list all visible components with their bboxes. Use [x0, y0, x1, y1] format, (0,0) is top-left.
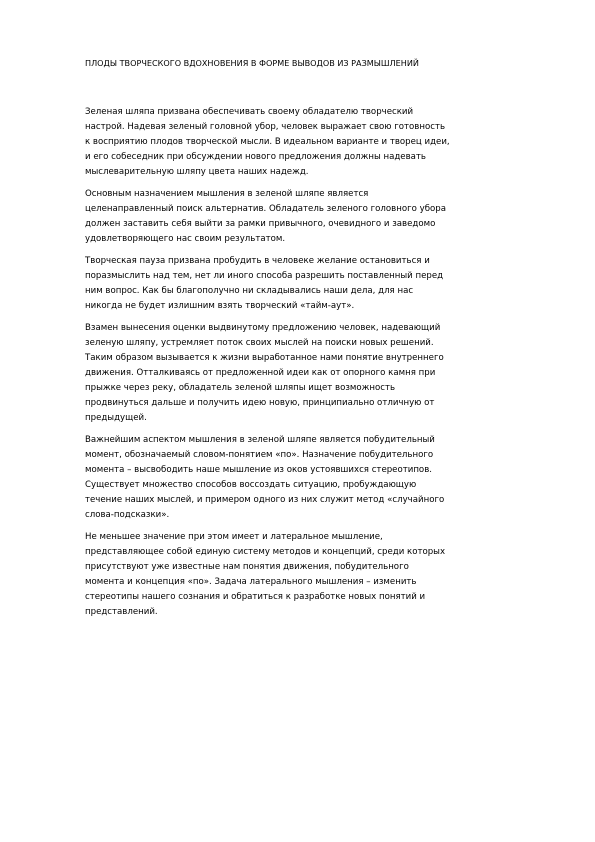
paragraph-line: никогда не будет излишним взять творческий «тайм-аут». — [85, 301, 355, 311]
paragraph-line: момента – высвободить наше мышление из оков устоявшихся стереотипов. — [85, 465, 432, 475]
paragraph-line: присутствуют уже известные нам понятия движения, побудительного — [85, 562, 409, 572]
paragraph-line: должен заставить себя выйти за рамки привычного, очевидного и заведомо — [85, 219, 436, 229]
paragraph-line: движения. Отталкиваясь от предложенной идеи как от опорного камня при — [85, 368, 436, 378]
paragraph-line: момента и концепция «по». Задача латерального мышления – изменить — [85, 577, 417, 587]
paragraph — [85, 254, 555, 314]
document-body — [85, 105, 555, 627]
paragraph-line: Основным назначением мышления в зеленой шляпе является — [85, 189, 369, 199]
paragraph — [85, 321, 555, 426]
paragraph-line: поразмыслить над тем, нет ли иного способа разрешить поставленный перед — [85, 271, 444, 281]
paragraph-line: представляющее собой единую систему методов и концепций, среди которых — [85, 547, 446, 557]
paragraph — [85, 187, 555, 247]
paragraph-line: стереотипы нашего сознания и обратиться к разработке новых понятий и — [85, 592, 426, 602]
paragraph-line: предыдущей. — [85, 413, 147, 423]
paragraph — [85, 530, 555, 620]
paragraph-line: продвинуться дальше и получить идею новую, принципиально отличную от — [85, 398, 435, 408]
paragraph-line: слова-подсказки». — [85, 510, 170, 520]
paragraph-line: ним вопрос. Как бы благополучно ни складывались наши дела, для нас — [85, 286, 414, 296]
paragraph-line: Зеленая шляпа призвана обеспечивать своему обладателю творческий — [85, 107, 414, 117]
page-title: ПЛОДЫ ТВОРЧЕСКОГО ВДОХНОВЕНИЯ В ФОРМЕ ВЫВОДОВ ИЗ РАЗМЫШЛЕНИЙ — [85, 58, 419, 68]
paragraph-line: Таким образом вызывается к жизни выработанное нами понятие внутреннего — [85, 353, 444, 363]
paragraph — [85, 433, 555, 523]
paragraph — [85, 105, 555, 180]
paragraph-line: и его собеседник при обсуждении нового предложения должны надевать — [85, 152, 426, 162]
paragraph-line: момент, обозначаемый словом-понятием «по». Назначение побудительного — [85, 450, 434, 460]
paragraph-line: мыслеварительную шляпу цвета наших надежд. — [85, 167, 309, 177]
paragraph-line: прыжке через реку, обладатель зеленой шляпы ищет возможность — [85, 383, 396, 393]
paragraph-line: Важнейшим аспектом мышления в зеленой шляпе является побудительный — [85, 435, 435, 445]
paragraph-line: зеленую шляпу, устремляет поток своих мыслей на поиски новых решений. — [85, 338, 434, 348]
paragraph-line: представлений. — [85, 607, 158, 617]
paragraph-line: Взамен вынесения оценки выдвинутому предложению человек, надевающий — [85, 323, 441, 333]
paragraph-line: течение наших мыслей, и примером одного из них служит метод «случайного — [85, 495, 445, 505]
paragraph-line: к восприятию плодов творческой мысли. В идеальном варианте и творец идеи, — [85, 137, 450, 147]
paragraph-line: Творческая пауза призвана пробудить в человеке желание остановиться и — [85, 256, 430, 266]
paragraph-line: настрой. Надевая зеленый головной убор, человек выражает свою готовность — [85, 122, 446, 132]
paragraph-line: Не меньшее значение при этом имеет и латеральное мышление, — [85, 532, 383, 542]
paragraph-line: целенаправленный поиск альтернатив. Обладатель зеленого головного убора — [85, 204, 446, 214]
paragraph-line: удовлетворяющего нас своим результатом. — [85, 234, 286, 244]
paragraph-line: Существует множество способов воссоздать ситуацию, пробуждающую — [85, 480, 417, 490]
